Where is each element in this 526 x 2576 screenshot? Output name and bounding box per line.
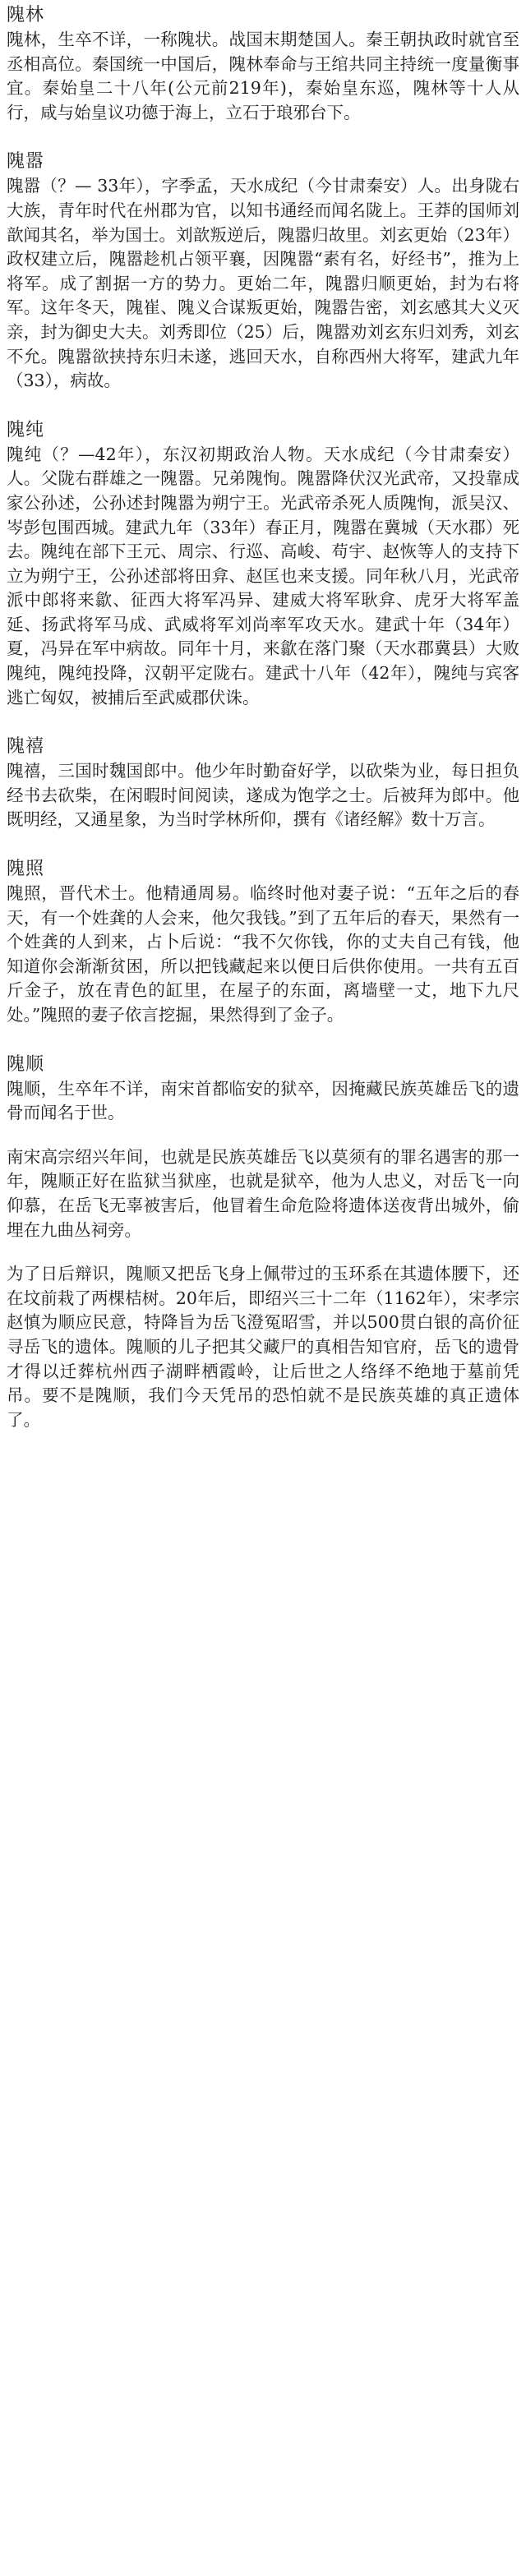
entry-title: 隗禧 — [7, 736, 45, 758]
entry-paragraph: 隗顺，生卒年不详，南宋首都临安的狱卒，因掩藏民族英雄岳飞的遗骨而闻名于世。 — [7, 1078, 519, 1123]
entry-paragraph: 隗嚣（？— 33年），字季孟，天水成纪（今甘肃秦安）人。出身陇右大族，青年时代在州郡为官，以知书通经而闻名陇上。王莽的国师刘歆闻其名，举为国士。刘歆叛逆后，隗嚣归故里。刘玄更始（23年）政权建立后，隗嚣趁机占领平襄，因隗嚣“素有名，好经书”，推为上将军。成了割据一方的势力。更始二年，隗嚣归顺更始，封为右将军。这年冬天，隗崔、隗义合谋叛更始，隗嚣告密，刘玄感其大义灭亲，封为御史大夫。刘秀即位（25）后，隗嚣劝刘玄东归刘秀，刘玄不允。隗嚣欲挟持东归未遂，逃回天水，自称西州大将军，建武九年（33），病故。 — [7, 176, 519, 391]
entry-paragraph: 隗禧，三国时魏国郎中。他少年时勤奋好学，以砍柴为业，每日担负经书去砍柴，在闲暇时间阅读，遂成为饱学之士。后被拜为郎中。他既明经，又通星象，为当时学林所仰，撰有《诸经解》数十万言。 — [7, 761, 519, 830]
entry-title: 隗照 — [7, 859, 45, 880]
entry-title: 隗林 — [7, 5, 45, 25]
entry-wei-xi — [7, 735, 519, 832]
entry-title: 隗嚣 — [7, 151, 45, 173]
entry-paragraph: 隗林，生卒不详，一称隗状。战国末期楚国人。秦王朝执政时就官至丞相高位。秦国统一中国后，隗林奉命与王绾共同主持统一度量衡事宜。秦始皇二十八年(公元前219年)，秦始皇东巡，隗林等十人从行，咸与始皇议功德于海上，立石于琅邪台下。 — [7, 30, 519, 122]
entry-wei-chun — [7, 418, 519, 711]
entry-wei-xiao — [7, 150, 519, 393]
entry-paragraph: 为了日后辩识，隗顺又把岳飞身上佩带过的玉环系在其遗体腰下，还在坟前栽了两棵桔树。20年后，即绍兴三十二年（1162年），宋孝宗赵慎为顺应民意，特降旨为岳飞澄冤昭雪，并以500贯白银的高价征寻岳飞的遗体。隗顺的儿子把其父藏尸的真相告知官府，岳飞的遗骨才得以迁葬杭州西子湖畔栖霞岭，让后世之人络绎不绝地于墓前凭吊。要不是隗顺，我们今天凭吊的恐怕就不是民族英雄的真正遗体了。 — [7, 1264, 519, 1430]
entry-paragraph: 南宋高宗绍兴年间，也就是民族英雄岳飞以莫须有的罪名遇害的那一年，隗顺正好在监狱当狱座，也就是狱卒，他为人忠义，对岳飞一向仰慕，在岳飞无辜被害后，他冒着生命危险将遗体送夜背出城外，偷埋在九曲丛祠旁。 — [7, 1146, 519, 1240]
entry-wei-lin — [7, 3, 519, 125]
entry-paragraph: 隗纯（？—42年），东汉初期政治人物。天水成纪（今甘肃秦安）人。父陇右群雄之一隗嚣。兄弟隗恂。隗嚣降伏汉光武帝，又投靠成家公孙述，公孙述封隗嚣为朔宁王。光武帝杀死人质隗恂，派吴汉、岑彭包围西城。建武九年（33年）春正月，隗嚣在冀城（天水郡）死去。隗纯在部下王元、周宗、行巡、高峻、苟宇、赵恢等人的支持下立为朔宁王，公孙述部将田弇、赵匡也来支援。同年秋八月，光武帝派中郎将来歙、征西大将军冯异、建威大将军耿弇、虎牙大将军盖延、扬武将军马成、武威将军刘尚率军攻天水。建武十年（34年）夏，冯异在军中病故。同年十月，来歙在落门聚（天水郡冀县）大败隗纯，隗纯投降，汉朝平定陇右。建武十八年（42年），隗纯与宾客逃亡匈奴，被捕后至武威郡伏诛。 — [7, 444, 519, 707]
entry-wei-zhao — [7, 857, 519, 1028]
entry-title: 隗纯 — [7, 419, 45, 440]
entry-paragraph: 隗照，晋代术士。他精通周易。临终时他对妻子说：“五年之后的春天，有一个姓龚的人会来，他欠我钱。”到了五年后的春天，果然有一个姓龚的人到来，占卜后说：“我不欠你钱，你的丈夫自己有钱，他知道你会渐渐贫困，所以把钱藏起来以便日后供你使用。一共有五百斤金子，放在青色的缸里，在屋子的东面，离墙壁一丈，地下九尺处。”隗照的妻子依言挖掘，果然得到了金子。 — [7, 883, 519, 1025]
entry-wei-shun — [7, 1053, 519, 1433]
entry-title: 隗顺 — [7, 1053, 45, 1075]
